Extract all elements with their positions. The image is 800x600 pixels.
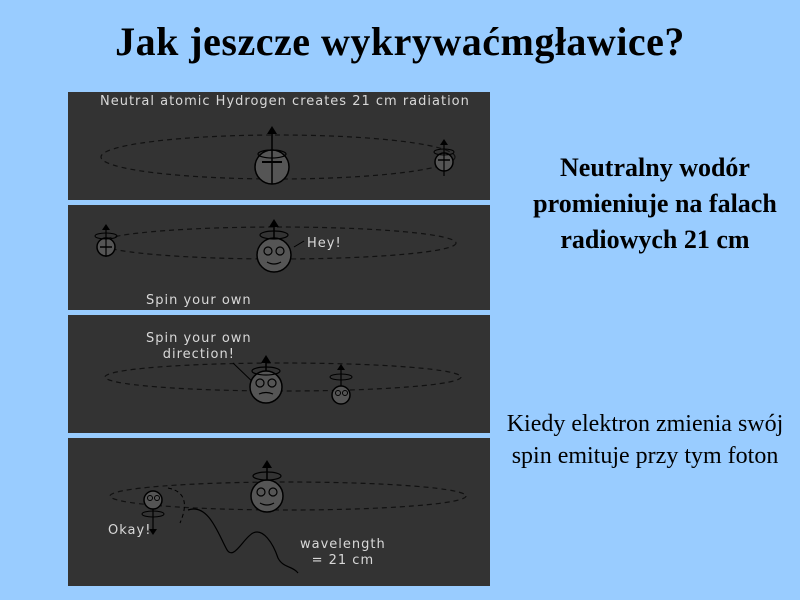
electron-icon [95, 224, 117, 257]
electron-icon [434, 139, 454, 176]
electron-face-icon [330, 364, 352, 404]
figure-panel-1 [68, 92, 490, 200]
speech-okay: Okay! [108, 523, 152, 538]
figure-panel-4 [68, 438, 490, 586]
panel-1-caption: Neutral atomic Hydrogen creates 21 cm radiation [100, 94, 470, 109]
speech-hey: Hey! [307, 236, 342, 251]
speech-spin-direction: Spin your own direction! [146, 331, 252, 362]
photon-wave [188, 509, 298, 573]
panel-2-caption: Spin your own [146, 293, 252, 308]
orbit-diagram [68, 205, 490, 310]
figure-panel-2 [68, 205, 490, 310]
figure-panel-3 [68, 315, 490, 433]
orbit-diagram [68, 315, 490, 433]
orbit-diagram [68, 438, 490, 586]
wavelength-label: wavelength = 21 cm [300, 537, 386, 568]
proton-face-icon [250, 355, 282, 403]
hydrogen-radiation-text: Neutralny wodór promieniuje na falach radiowych 21 cm [533, 153, 777, 254]
spin-flip-text: Kiedy elektron zmienia swój spin emituje przy tym foton [506, 411, 784, 469]
slide-title: Jak jeszcze wykrywaćmgławice? [115, 19, 685, 64]
proton-face-icon [251, 460, 283, 512]
